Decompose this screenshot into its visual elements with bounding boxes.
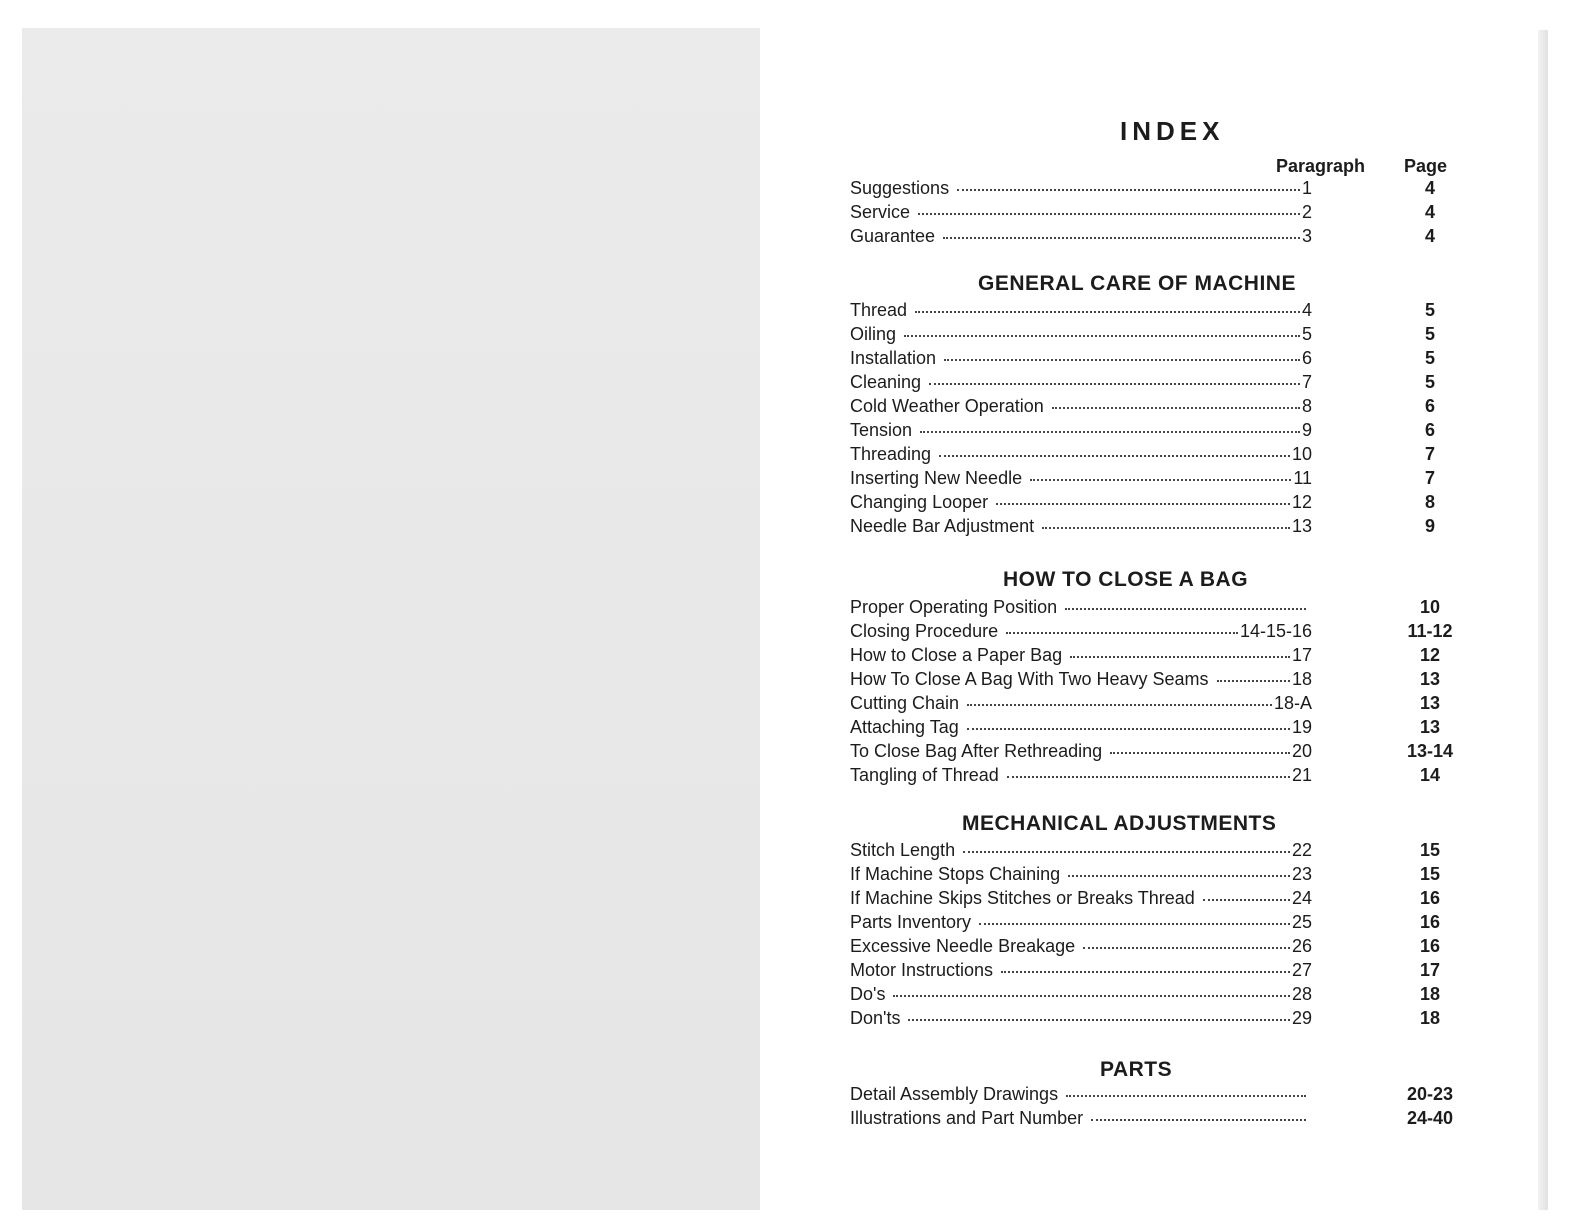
dot-leader bbox=[1066, 1085, 1306, 1097]
index-entry bbox=[850, 1008, 1312, 1032]
index-entry bbox=[850, 348, 1312, 372]
entry-label: Illustrations and Part Number bbox=[850, 1108, 1084, 1128]
entry-label: Oiling bbox=[850, 324, 897, 344]
entry-paragraph-number: 7 bbox=[1301, 372, 1312, 392]
entry-label: Motor Instructions bbox=[850, 960, 994, 980]
entry-label: Installation bbox=[850, 348, 937, 368]
entry-label: Service bbox=[850, 202, 911, 222]
index-entry bbox=[850, 202, 1312, 226]
dot-leader bbox=[893, 985, 1290, 997]
index-entry bbox=[850, 324, 1312, 348]
index-entry bbox=[850, 765, 1312, 789]
entry-page-number: 13 bbox=[1419, 717, 1441, 737]
dot-leader bbox=[1110, 742, 1290, 754]
dot-leader bbox=[1203, 889, 1290, 901]
dot-leader bbox=[963, 841, 1290, 853]
index-entry bbox=[850, 420, 1312, 444]
entry-label: Suggestions bbox=[850, 178, 950, 198]
dot-leader bbox=[944, 349, 1300, 361]
entry-label: How To Close A Bag With Two Heavy Seams bbox=[850, 669, 1209, 689]
entry-page-number: 7 bbox=[1424, 444, 1435, 464]
section-heading: HOW TO CLOSE A BAG bbox=[1003, 568, 1249, 591]
entry-page-number: 18 bbox=[1419, 1008, 1441, 1028]
entry-paragraph-number: 18-A bbox=[1273, 693, 1312, 713]
index-entry bbox=[850, 888, 1312, 912]
entry-page-number: 9 bbox=[1424, 516, 1435, 536]
entry-paragraph-number: 3 bbox=[1301, 226, 1312, 246]
dot-leader bbox=[979, 913, 1290, 925]
dot-leader bbox=[1042, 517, 1290, 529]
entry-page-number: 24-40 bbox=[1406, 1108, 1454, 1128]
index-entry bbox=[850, 936, 1312, 960]
paragraph-column-header: Paragraph bbox=[1276, 156, 1366, 176]
entry-page-number: 13 bbox=[1419, 669, 1441, 689]
dot-leader bbox=[920, 421, 1300, 433]
index-entry bbox=[850, 621, 1312, 645]
dot-leader bbox=[908, 1009, 1290, 1021]
entry-paragraph-number: 10 bbox=[1291, 444, 1312, 464]
entry-paragraph-number: 20 bbox=[1291, 741, 1312, 761]
index-entry bbox=[850, 468, 1312, 492]
entry-page-number: 16 bbox=[1419, 936, 1441, 956]
entry-label: Needle Bar Adjustment bbox=[850, 516, 1035, 536]
entry-page-number: 4 bbox=[1424, 226, 1435, 246]
entry-label: Excessive Needle Breakage bbox=[850, 936, 1076, 956]
entry-page-number: 8 bbox=[1424, 492, 1435, 512]
entry-paragraph-number: 19 bbox=[1291, 717, 1312, 737]
entry-label: Do's bbox=[850, 984, 886, 1004]
entry-page-number: 5 bbox=[1424, 348, 1435, 368]
dot-leader bbox=[918, 203, 1300, 215]
index-entry bbox=[850, 516, 1312, 540]
entry-page-number: 14 bbox=[1419, 765, 1441, 785]
entry-paragraph-number: 12 bbox=[1291, 492, 1312, 512]
entry-paragraph-number: 8 bbox=[1301, 396, 1312, 416]
entry-page-number: 13-14 bbox=[1406, 741, 1454, 761]
entry-page-number: 18 bbox=[1419, 984, 1441, 1004]
entry-label: Tension bbox=[850, 420, 913, 440]
entry-label: Tangling of Thread bbox=[850, 765, 999, 785]
entry-label: If Machine Skips Stitches or Breaks Thread bbox=[850, 888, 1195, 908]
index-entry bbox=[850, 741, 1312, 765]
entry-paragraph-number: 6 bbox=[1301, 348, 1312, 368]
entry-page-number: 6 bbox=[1424, 396, 1435, 416]
entry-page-number: 4 bbox=[1424, 178, 1435, 198]
index-entry bbox=[850, 492, 1312, 516]
index-entry bbox=[850, 840, 1312, 864]
entry-label: Inserting New Needle bbox=[850, 468, 1023, 488]
dot-leader bbox=[1091, 1109, 1306, 1121]
dot-leader bbox=[1083, 937, 1290, 949]
entry-paragraph-number: 11 bbox=[1293, 468, 1312, 488]
entry-paragraph-number: 24 bbox=[1291, 888, 1312, 908]
dot-leader bbox=[957, 179, 1300, 191]
dot-leader bbox=[1007, 766, 1290, 778]
index-entry bbox=[850, 444, 1312, 468]
entry-paragraph-number: 21 bbox=[1291, 765, 1312, 785]
dot-leader bbox=[915, 301, 1300, 313]
entry-label: Detail Assembly Drawings bbox=[850, 1084, 1059, 1104]
entry-page-number: 12 bbox=[1419, 645, 1441, 665]
entry-label: Stitch Length bbox=[850, 840, 956, 860]
entry-label: Don'ts bbox=[850, 1008, 901, 1028]
page-edge bbox=[1538, 30, 1548, 1210]
entry-page-number: 17 bbox=[1419, 960, 1441, 980]
entry-label: How to Close a Paper Bag bbox=[850, 645, 1063, 665]
dot-leader bbox=[1052, 397, 1300, 409]
entry-page-number: 16 bbox=[1419, 912, 1441, 932]
entry-page-number: 10 bbox=[1419, 597, 1441, 617]
index-entry bbox=[850, 1108, 1312, 1132]
index-entry bbox=[850, 372, 1312, 396]
entry-page-number: 15 bbox=[1419, 864, 1441, 884]
blank-left-page bbox=[22, 28, 760, 1210]
entry-label: If Machine Stops Chaining bbox=[850, 864, 1061, 884]
entry-label: Guarantee bbox=[850, 226, 936, 246]
index-entry bbox=[850, 984, 1312, 1008]
entry-paragraph-number: 2 bbox=[1301, 202, 1312, 222]
entry-paragraph-number: 1 bbox=[1301, 178, 1312, 198]
dot-leader bbox=[1065, 598, 1306, 610]
dot-leader bbox=[1068, 865, 1290, 877]
dot-leader bbox=[1001, 961, 1290, 973]
entry-page-number: 5 bbox=[1424, 324, 1435, 344]
entry-paragraph-number: 28 bbox=[1291, 984, 1312, 1004]
section-heading: PARTS bbox=[1100, 1058, 1173, 1081]
dot-leader bbox=[929, 373, 1300, 385]
dot-leader bbox=[996, 493, 1290, 505]
entry-paragraph-number: 13 bbox=[1291, 516, 1312, 536]
entry-paragraph-number: 26 bbox=[1291, 936, 1312, 956]
entry-page-number: 16 bbox=[1419, 888, 1441, 908]
index-entry bbox=[850, 669, 1312, 693]
dot-leader bbox=[904, 325, 1300, 337]
entry-page-number: 5 bbox=[1424, 372, 1435, 392]
entry-paragraph-number: 9 bbox=[1301, 420, 1312, 440]
index-entry bbox=[850, 645, 1312, 669]
entry-page-number: 13 bbox=[1419, 693, 1441, 713]
index-entry bbox=[850, 864, 1312, 888]
index-entry bbox=[850, 693, 1312, 717]
index-title: INDEX bbox=[1120, 116, 1225, 146]
entry-page-number: 4 bbox=[1424, 202, 1435, 222]
entry-label: Parts Inventory bbox=[850, 912, 972, 932]
entry-label: Proper Operating Position bbox=[850, 597, 1058, 617]
dot-leader bbox=[1070, 646, 1290, 658]
dot-leader bbox=[1030, 469, 1291, 481]
index-entry bbox=[850, 717, 1312, 741]
entry-label: To Close Bag After Rethreading bbox=[850, 741, 1103, 761]
entry-paragraph-number: 4 bbox=[1301, 300, 1312, 320]
entry-page-number: 20-23 bbox=[1406, 1084, 1454, 1104]
entry-page-number: 15 bbox=[1419, 840, 1441, 860]
entry-paragraph-number: 23 bbox=[1291, 864, 1312, 884]
index-entry bbox=[850, 960, 1312, 984]
dot-leader bbox=[967, 694, 1272, 706]
dot-leader bbox=[967, 718, 1290, 730]
entry-page-number: 5 bbox=[1424, 300, 1435, 320]
index-entry bbox=[850, 226, 1312, 250]
entry-page-number: 11-12 bbox=[1407, 621, 1453, 641]
entry-label: Cleaning bbox=[850, 372, 922, 392]
index-page bbox=[850, 100, 1500, 1170]
entry-page-number: 7 bbox=[1424, 468, 1435, 488]
index-entry bbox=[850, 597, 1312, 621]
entry-paragraph-number: 27 bbox=[1291, 960, 1312, 980]
entry-paragraph-number: 17 bbox=[1291, 645, 1312, 665]
index-entry bbox=[850, 300, 1312, 324]
index-entry bbox=[850, 1084, 1312, 1108]
dot-leader bbox=[1006, 622, 1238, 634]
dot-leader bbox=[943, 227, 1300, 239]
index-entry bbox=[850, 396, 1312, 420]
entry-label: Threading bbox=[850, 444, 932, 464]
entry-label: Changing Looper bbox=[850, 492, 989, 512]
entry-paragraph-number: 5 bbox=[1301, 324, 1312, 344]
entry-label: Closing Procedure bbox=[850, 621, 999, 641]
entry-label: Attaching Tag bbox=[850, 717, 959, 737]
dot-leader bbox=[1217, 670, 1290, 682]
index-entry bbox=[850, 178, 1312, 202]
page-column-header: Page bbox=[1404, 156, 1448, 176]
entry-paragraph-number: 18 bbox=[1291, 669, 1312, 689]
entry-label: Cutting Chain bbox=[850, 693, 960, 713]
section-heading: GENERAL CARE OF MACHINE bbox=[978, 272, 1296, 295]
index-entry bbox=[850, 912, 1312, 936]
dot-leader bbox=[939, 445, 1290, 457]
entry-paragraph-number: 29 bbox=[1291, 1008, 1312, 1028]
entry-paragraph-number: 25 bbox=[1291, 912, 1312, 932]
section-heading: MECHANICAL ADJUSTMENTS bbox=[962, 812, 1277, 835]
entry-paragraph-number: 22 bbox=[1291, 840, 1312, 860]
entry-label: Cold Weather Operation bbox=[850, 396, 1044, 416]
entry-label: Thread bbox=[850, 300, 908, 320]
entry-page-number: 6 bbox=[1424, 420, 1435, 440]
entry-paragraph-number: 14-15-16 bbox=[1239, 621, 1312, 641]
